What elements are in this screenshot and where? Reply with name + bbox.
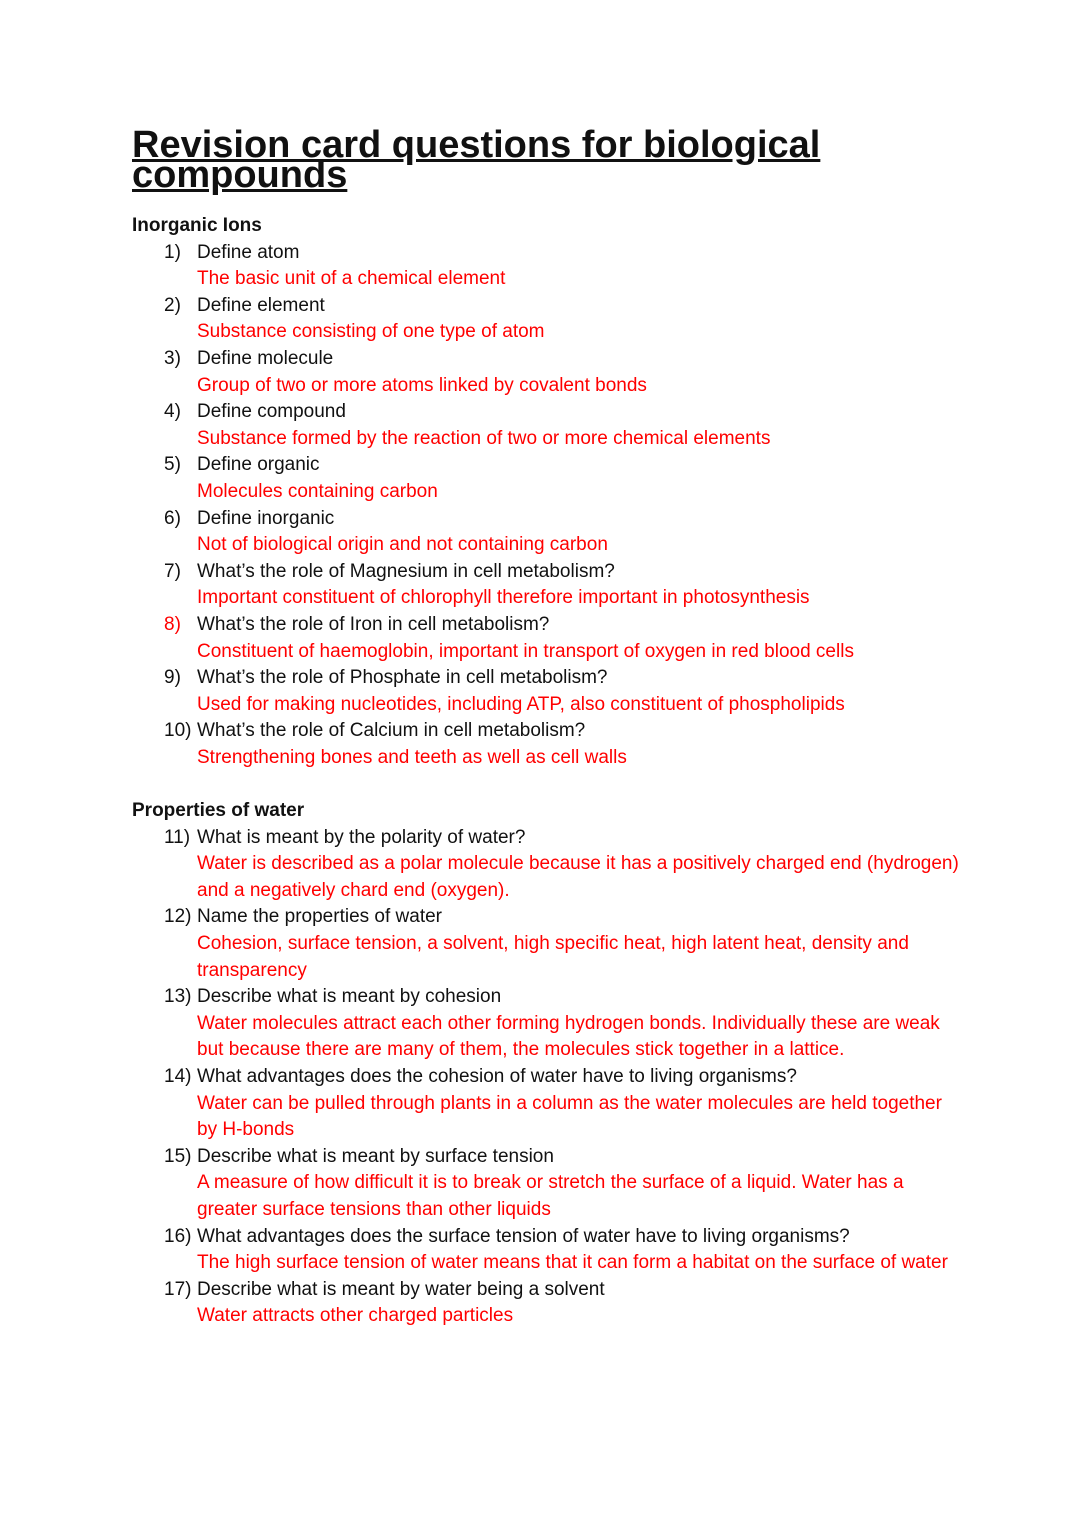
question-number: 1) xyxy=(164,241,181,263)
answer-text: Cohesion, surface tension, a solvent, high specific heat, high latent heat, density and transparency xyxy=(197,933,909,981)
question-number: 11) xyxy=(164,826,191,848)
list-item xyxy=(132,559,962,612)
question-number: 8) xyxy=(164,613,181,635)
section-heading: Inorganic Ions xyxy=(132,215,262,236)
question-list xyxy=(132,825,962,1330)
list-item xyxy=(132,506,962,559)
list-item xyxy=(132,904,962,984)
question-text: Define atom xyxy=(197,241,300,263)
question-text: What is meant by the polarity of water? xyxy=(197,826,526,848)
section-inorganic-ions xyxy=(132,213,962,771)
list-item xyxy=(132,452,962,505)
question-number: 12) xyxy=(164,906,192,928)
list-item xyxy=(132,1064,962,1144)
answer-text: Water can be pulled through plants in a column as the water molecules are held together by H-bonds xyxy=(197,1092,942,1141)
question-text: Name the properties of water xyxy=(197,906,443,928)
list-item xyxy=(132,1144,962,1224)
question-number: 17) xyxy=(164,1278,192,1300)
list-item xyxy=(132,293,962,346)
list-item xyxy=(132,825,962,905)
list-item xyxy=(132,718,962,771)
answer-text: Water is described as a polar molecule because it has a positively charged end (hydrogen) and a negatively chard end (oxygen). xyxy=(197,853,959,901)
list-item xyxy=(132,612,962,665)
answer-text: Strengthening bones and teeth as well as cell walls xyxy=(197,746,627,768)
answer-text: Not of biological origin and not containing carbon xyxy=(197,534,608,556)
question-text: What’s the role of Calcium in cell metabolism? xyxy=(197,720,586,742)
answer-text: A measure of how difficult it is to break or stretch the surface of a liquid. Water has a greater surface tensions than other liquids xyxy=(197,1172,904,1220)
question-number: 3) xyxy=(164,347,181,369)
question-number: 6) xyxy=(164,507,181,529)
answer-text: Molecules containing carbon xyxy=(197,480,438,502)
spacer xyxy=(132,771,962,798)
answer-text: Group of two or more atoms linked by covalent bonds xyxy=(197,374,647,396)
question-number: 14) xyxy=(164,1066,192,1087)
question-text: What advantages does the surface tension of water have to living organisms? xyxy=(197,1225,850,1247)
document-title: Revision card questions for biological compounds xyxy=(132,124,821,196)
question-text: Describe what is meant by cohesion xyxy=(197,986,502,1008)
question-number: 13) xyxy=(164,986,192,1008)
answer-text: The high surface tension of water means that it can form a habitat on the surface of water xyxy=(197,1252,948,1274)
question-number: 7) xyxy=(164,560,181,582)
list-item xyxy=(132,399,962,452)
answer-text: Substance formed by the reaction of two or more chemical elements xyxy=(197,427,771,449)
answer-text: Water attracts other charged particles xyxy=(197,1305,514,1327)
question-number: 16) xyxy=(164,1225,192,1247)
question-list xyxy=(132,240,962,772)
question-text: What advantages does the cohesion of water have to living organisms? xyxy=(197,1066,797,1087)
question-text: Describe what is meant by surface tension xyxy=(197,1145,554,1167)
list-item xyxy=(132,346,962,399)
question-number: 2) xyxy=(164,294,181,316)
answer-text: The basic unit of a chemical element xyxy=(197,268,506,290)
question-text: What’s the role of Magnesium in cell metabolism? xyxy=(197,560,615,582)
question-number: 9) xyxy=(164,667,181,689)
section-heading: Properties of water xyxy=(132,800,305,822)
question-number: 4) xyxy=(164,401,181,423)
question-number: 15) xyxy=(164,1145,192,1167)
answer-text: Substance consisting of one type of atom xyxy=(197,321,545,343)
question-text: Define organic xyxy=(197,454,320,476)
question-text: What’s the role of Iron in cell metabolism? xyxy=(197,613,550,635)
question-text: Define molecule xyxy=(197,347,334,369)
question-text: Define element xyxy=(197,294,325,316)
list-item xyxy=(132,240,962,293)
question-number: 10) xyxy=(164,720,192,742)
question-text: Define inorganic xyxy=(197,507,335,529)
section-properties-of-water xyxy=(132,798,962,1330)
answer-text: Used for making nucleotides, including ATP, also constituent of phospholipids xyxy=(197,693,845,715)
question-text: Describe what is meant by water being a solvent xyxy=(197,1278,605,1300)
answer-text: Important constituent of chlorophyll therefore important in photosynthesis xyxy=(197,587,810,609)
question-text: What’s the role of Phosphate in cell metabolism? xyxy=(197,667,608,689)
list-item xyxy=(132,1277,962,1330)
answer-text: Water molecules attract each other forming hydrogen bonds. Individually these are weak but because there are many of them, the molecules stick together in a lattice. xyxy=(197,1012,940,1061)
question-number: 5) xyxy=(164,454,181,476)
question-text: Define compound xyxy=(197,401,346,423)
document-page xyxy=(132,124,962,1330)
answer-text: Constituent of haemoglobin, important in transport of oxygen in red blood cells xyxy=(197,640,854,662)
list-item xyxy=(132,1224,962,1277)
list-item xyxy=(132,665,962,718)
list-item xyxy=(132,984,962,1064)
